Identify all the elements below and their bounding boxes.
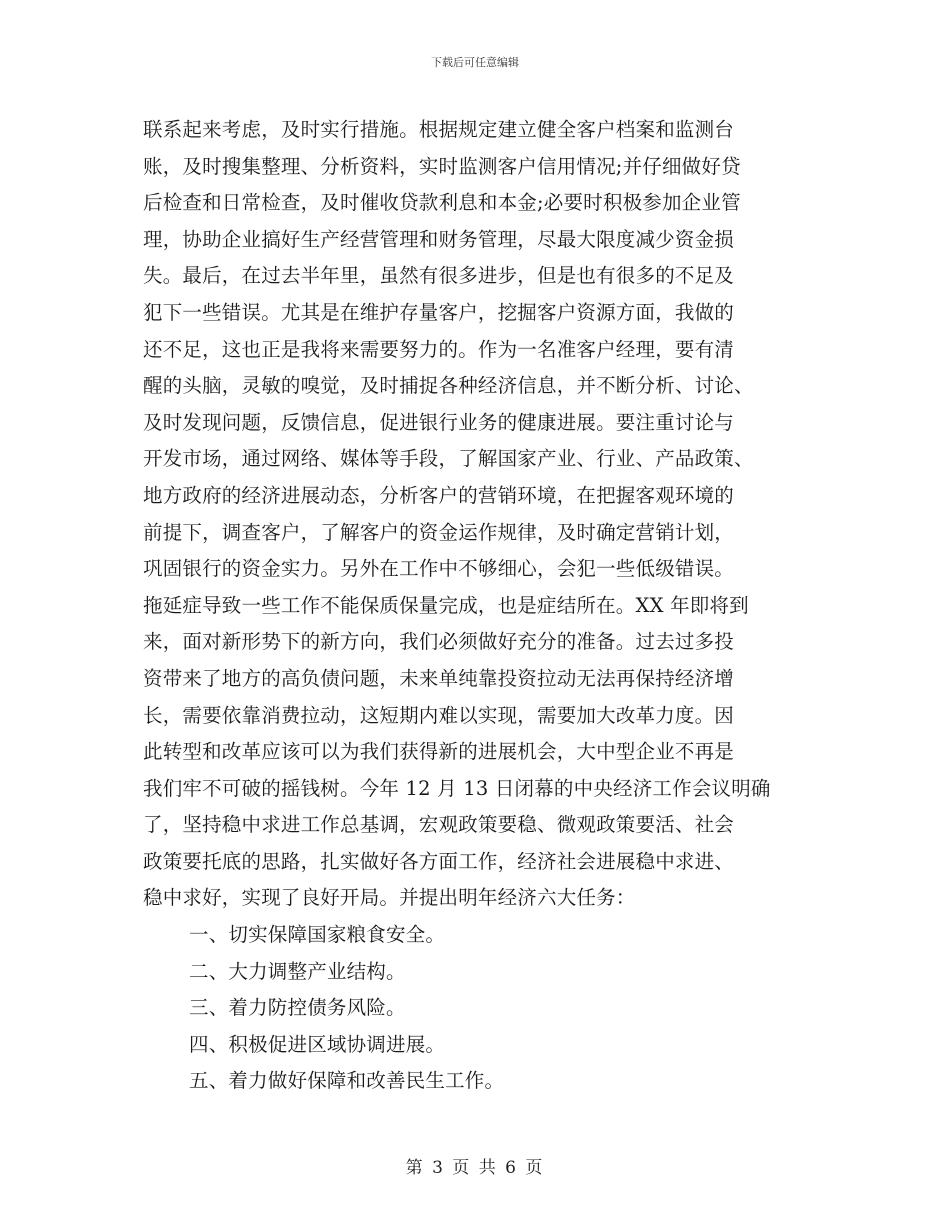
paragraph-line: 巩固银行的资金实力。另外在工作中不够细心，会犯一些低级错误。 xyxy=(143,557,735,581)
paragraph-line: 稳中求好，实现了良好开局。并提出明年经济六大任务： xyxy=(143,886,636,910)
page-number-footer: 第 3 页 共 6 页 xyxy=(405,1158,545,1178)
paragraph-line: 失。最后，在过去半年里，虽然有很多进步，但是也有很多的不足及 xyxy=(143,264,735,288)
paragraph-line: 地方政府的经济进展动态，分析客户的营销环境，在把握客观环境的 xyxy=(143,483,735,507)
paragraph-line: 长，需要依靠消费拉动，这短期内难以实现，需要加大改革力度。因 xyxy=(143,703,735,727)
paragraph-line: 开发市场，通过网络、媒体等手段，了解国家产业、行业、产品政策、 xyxy=(143,447,754,471)
task-list-item: 三、着力防控债务风险。 xyxy=(189,996,406,1020)
task-list-item: 二、大力调整产业结构。 xyxy=(189,959,406,983)
paragraph-line: 资带来了地方的高负债问题，未来单纯靠投资拉动无法再保持经济增 xyxy=(143,666,735,690)
paragraph-line: 账，及时搜集整理、分析资料，实时监测客户信用情况;并仔细做好贷 xyxy=(143,154,741,178)
paragraph-line: 理，协助企业搞好生产经营管理和财务管理，尽最大限度减少资金损 xyxy=(143,227,735,251)
paragraph-line: 醒的头脑，灵敏的嗅觉，及时捕捉各种经济信息，并不断分析、讨论、 xyxy=(143,374,754,398)
paragraph-line: 拖延症导致一些工作不能保质保量完成，也是症结所在。XX 年即将到 xyxy=(143,593,749,617)
paragraph-line: 来，面对新形势下的新方向，我们必须做好充分的准备。过去过多投 xyxy=(143,630,735,654)
document-body xyxy=(143,112,808,1100)
paragraph-line: 后检查和日常检查，及时催收贷款利息和本金;必要时积极参加企业管 xyxy=(143,191,741,215)
paragraph-line: 了，坚持稳中求进工作总基调，宏观政策要稳、微观政策要活、社会 xyxy=(143,813,735,837)
paragraph-line: 及时发现问题，反馈信息，促进银行业务的健康进展。要注重讨论与 xyxy=(143,410,735,434)
paragraph-line: 犯下一些错误。尤其是在维护存量客户，挖掘客户资源方面，我做的 xyxy=(143,300,735,324)
page-header: 下载后可任意编辑 xyxy=(431,56,519,69)
paragraph-line: 此转型和改革应该可以为我们获得新的进展机会，大中型企业不再是 xyxy=(143,740,735,764)
paragraph-line: 联系起来考虑，及时实行措施。根据规定建立健全客户档案和监测台 xyxy=(143,118,735,141)
paragraph-line: 我们牢不可破的摇钱树。今年 12 月 13 日闭幕的中央经济工作会议明确 xyxy=(143,776,771,800)
task-list-item: 一、切实保障国家粮食安全。 xyxy=(189,923,446,947)
paragraph-line: 政策要托底的思路，扎实做好各方面工作，经济社会进展稳中求进、 xyxy=(143,849,735,873)
task-list-item: 四、积极促进区域协调进展。 xyxy=(189,1032,446,1056)
paragraph-line: 还不足，这也正是我将来需要努力的。作为一名准客户经理，要有清 xyxy=(143,337,735,361)
task-list-item: 五、着力做好保障和改善民生工作。 xyxy=(189,1069,505,1093)
paragraph-line: 前提下，调查客户，了解客户的资金运作规律，及时确定营销计划， xyxy=(143,520,735,544)
